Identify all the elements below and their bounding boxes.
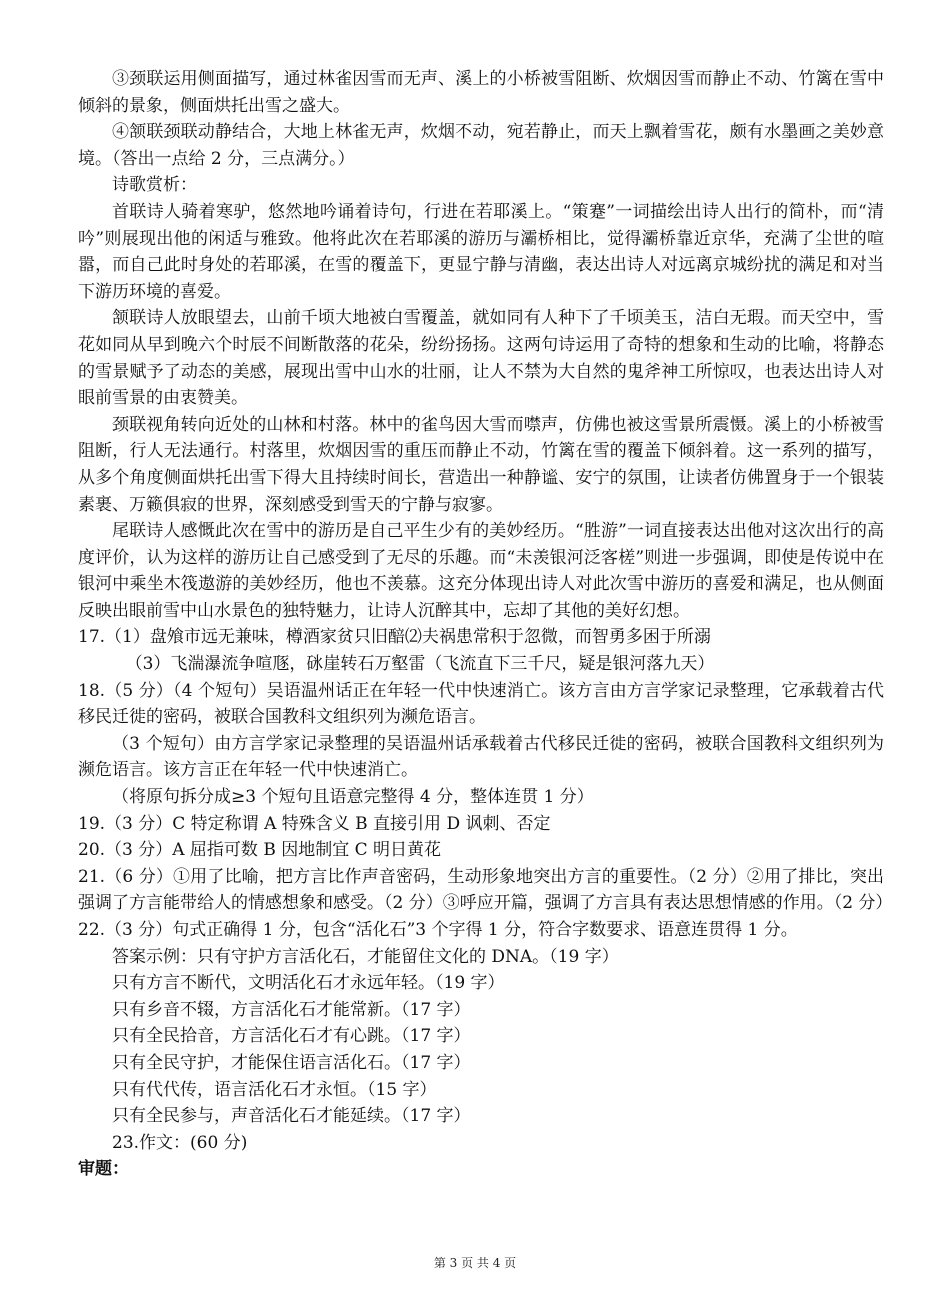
analysis-third-couplet: 颈联视角转向近处的山林和村落。林中的雀鸟因大雪而噤声，仿佛也被这雪景所震慑。溪上的小桥被雪阻断，行人无法通行。村落里，炊烟因雪的重压而静止不动，竹篱在雪的覆盖下倾斜着。这一系列的描写，从多个角度侧面烘托出雪下得大且持续时间长，营造出一种静谧、安宁的氛围，让读者仿佛置身于一个银装素裹、万籁俱寂的世界，深刻感受到雪天的宁静与寂寥。 <box>78 414 884 515</box>
example-answer: 只有全民参与，声音活化石才能延续。（17 字） <box>112 1106 471 1127</box>
question-21-answer: 21.（6 分）①用了比喻，把方言比作声音密码，生动形象地突出方言的重要性。（2 分）②用了排比，突出强调了方言能带给人的情感想象和感受。（2 分）③呼应开篇，强调了方言具有表达思想情感的作用。（2 分） <box>78 866 893 914</box>
question-20-answer: 20.（3 分）A 屈指可数 B 因地制宜 C 明日黄花 <box>78 840 442 861</box>
question-17-answer: 17.（1）盘飧市远无兼味，樽酒家贫只旧醅⑵夫祸患常积于忽微，而智勇多困于所溺 <box>78 627 711 648</box>
example-answer: 只有方言不断代，文明活化石才永远年轻。（19 字） <box>112 973 505 994</box>
question-22-answer: 22.（3 分）句式正确得 1 分，包含“活化石”3 个字得 1 分，符合字数要求、语意连贯得 1 分。 <box>78 920 798 940</box>
example-answer: 只有全民守护，才能保住语言活化石。（17 字） <box>112 1052 471 1073</box>
question-18-answer: 18.（5 分）（4 个短句）吴语温州话正在年轻一代中快速消亡。该方言由方言学家记录整理，它承载着古代移民迁徙的密码，被联合国教科文组织列为濒危语言。 <box>78 680 884 728</box>
question-23-heading: 23.作文：(60 分) <box>112 1132 248 1153</box>
question-18-alternative: （3 个短句）由方言学家记录整理的吴语温州话承载着古代移民迁徙的密码，被联合国教科文组织列为濒危语言。该方言正在年轻一代中快速消亡。 <box>78 733 884 781</box>
analysis-first-couplet: 首联诗人骑着寒驴，悠然地吟诵着诗句，行进在若耶溪上。“策蹇”一词描绘出诗人出行的简朴，而“清吟”则展现出他的闲适与雅致。他将此次在若耶溪的游历与灞桥相比，觉得灞桥靠近京华，充满了尘世的喧嚣，而自己此时身处的若耶溪，在雪的覆盖下，更显宁静与清幽，表达出诗人对远离京城纷扰的满足和对当下游历环境的喜爱。 <box>78 201 884 302</box>
document-body <box>78 66 893 1183</box>
example-answer: 只有全民拾音，方言活化石才有心跳。（17 字） <box>112 1026 471 1047</box>
analysis-second-couplet: 颔联诗人放眼望去，山前千顷大地被白雪覆盖，就如同有人种下了千顷美玉，洁白无瑕。而天空中，雪花如同从早到晚六个时辰不间断散落的花朵，纷纷扬扬。这两句诗运用了奇特的想象和生动的比喻，将静态的雪景赋予了动态的美感，展现出雪中山水的壮丽，让人不禁为大自然的鬼斧神工所惊叹，也表达出诗人对眼前雪景的由衷赞美。 <box>78 308 884 409</box>
analysis-final-couplet: 尾联诗人感慨此次在雪中的游历是自己平生少有的美妙经历。“胜游”一词直接表达出他对这次出行的高度评价，认为这样的游历让自己感受到了无尽的乐趣。而“未羡银河泛客槎”则进一步强调，即使是传说中在银河中乘坐木筏遨游的美妙经历，他也不羡慕。这充分体现出诗人对此次雪中游历的喜爱和满足，也从侧面反映出眼前雪中山水景色的独特魅力，让诗人沉醉其中，忘却了其他的美好幻想。 <box>78 521 884 621</box>
example-answer: 只有乡音不辍，方言活化石才能常新。（17 字） <box>112 999 471 1020</box>
example-answer: 只有代代传，语言活化石才永恒。（15 字） <box>112 1079 437 1100</box>
answer-point-3: ③颈联运用侧面描写，通过林雀因雪而无声、溪上的小桥被雪阻断、炊烟因雪而静止不动、竹篱在雪中倾斜的景象，侧面烘托出雪之盛大。 <box>78 69 884 116</box>
example-answer: 答案示例：只有守护方言活化石，才能留住文化的 DNA。（19 字） <box>112 946 619 967</box>
poem-analysis-heading: 诗歌赏析： <box>112 175 197 196</box>
answer-point-4: ④颔联颈联动静结合，大地上林雀无声，炊烟不动，宛若静止，而天上飘着雪花，颇有水墨画之美妙意境。（答出一点给 2 分，三点满分。） <box>78 122 884 169</box>
question-19-answer: 19.（3 分）C 特定称谓 A 特殊含义 B 直接引用 D 讽刺、否定 <box>78 813 551 834</box>
topic-analysis-heading: 审题： <box>78 1159 129 1180</box>
page-number: 第 3 页 共 4 页 <box>433 1256 517 1270</box>
question-18-scoring: （将原句拆分成≥3 个短句且语意完整得 4 分，整体连贯 1 分） <box>112 787 594 808</box>
question-17-answer-3: （3）飞湍瀑流争喧豗，砯崖转石万壑雷（飞流直下三千尺，疑是银河落九天） <box>125 654 715 675</box>
